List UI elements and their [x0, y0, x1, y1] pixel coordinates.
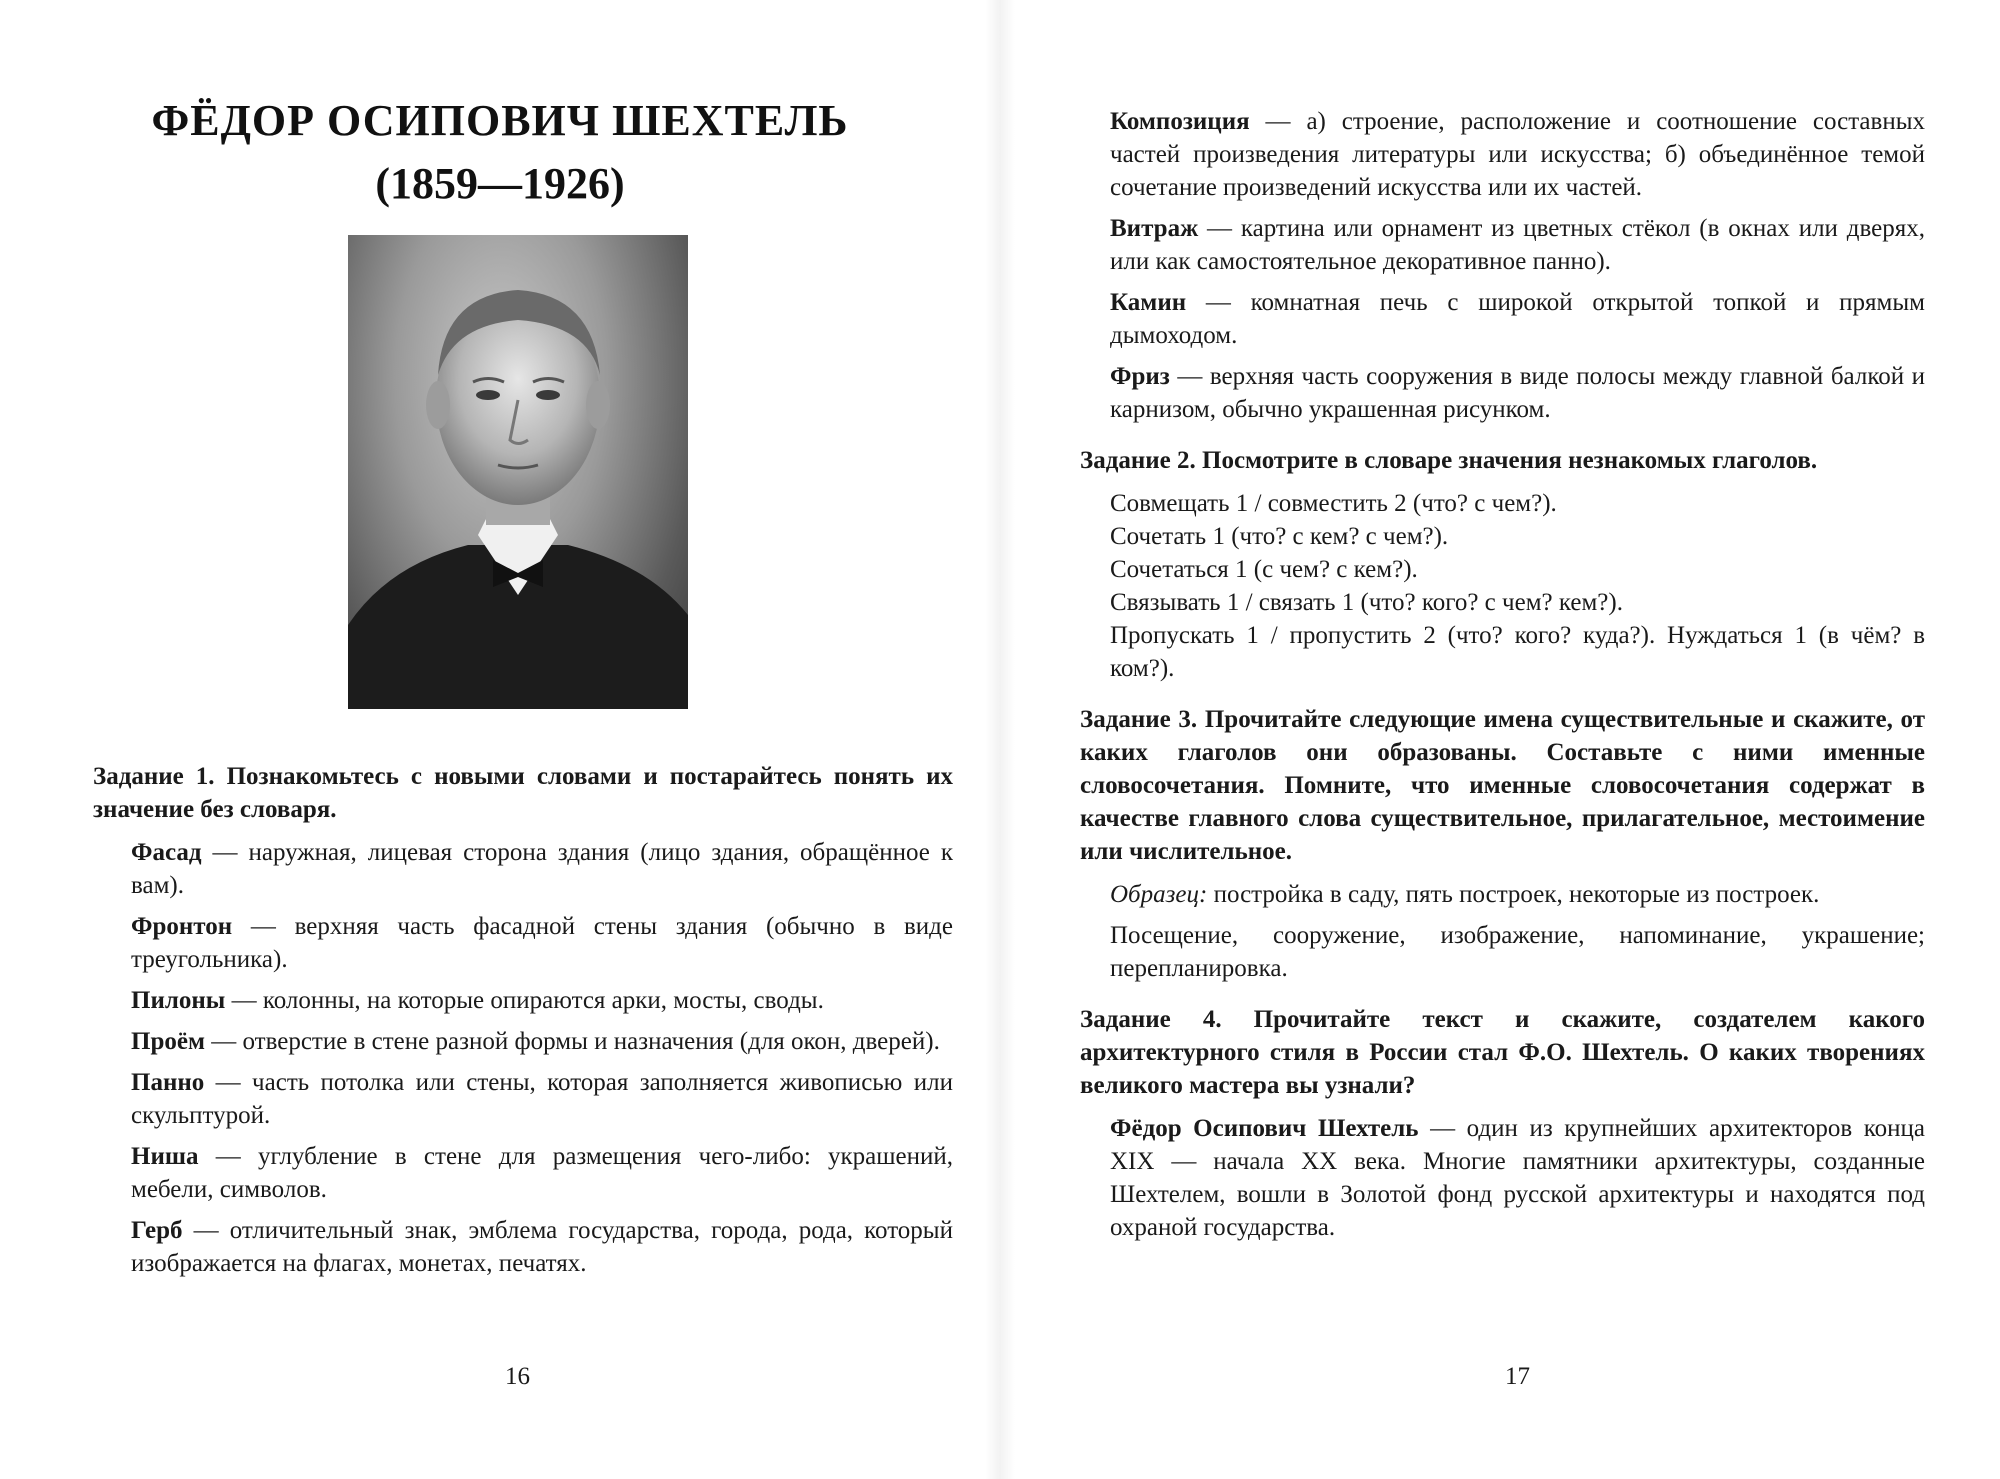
term: Герб: [131, 1217, 183, 1244]
page-subtitle-years: (1859—1926): [375, 159, 625, 208]
term: Проём: [131, 1028, 205, 1055]
right-page: [1000, 0, 2000, 1479]
term-entry: [131, 836, 953, 902]
sample-label: Образец:: [1110, 881, 1208, 908]
list-item: Совмещать 1 / совместить 2 (что? с чем?).: [1110, 490, 1557, 517]
task1-heading: Задание 1. Познакомьтесь с новыми словами и постарайтесь понять их значение без словаря.: [93, 763, 953, 823]
task4-heading: Задание 4. Прочитайте текст и скажите, создателем какого архитектурного стиля в России стал Ф.О. Шехтель. О каких творениях великого мастера вы узнали?: [1080, 1006, 1925, 1099]
definition: — комнатная печь с широкой открытой топкой и прямым дымоходом.: [1110, 289, 1925, 349]
term-entry: [131, 1066, 953, 1132]
term: Фронтон: [131, 913, 233, 940]
right-text-column: [1080, 105, 1925, 1244]
term: Ниша: [131, 1143, 199, 1170]
term-entry: [1110, 360, 1925, 426]
text-body: — один из крупнейших архитекторов конца XIX — начала XX века. Многие памятники архитектуры, созданные Шехтелем, вошли в Золотой фонд русской архитектуры и находятся под охраной государства.: [1110, 1115, 1925, 1241]
definition: — часть потолка или стены, которая заполняется живописью или скульптурой.: [131, 1069, 953, 1129]
list-item: Связывать 1 / связать 1 (что? кого? с чем? кем?).: [1110, 589, 1623, 616]
page-number: 16: [505, 1363, 530, 1390]
term-entry: [131, 984, 953, 1017]
task3-heading: Задание 3. Прочитайте следующие имена существительные и скажите, от каких глаголов они образованы. Составьте с ними именные словосочетания. Помните, что именные словосочетания содержат в качестве главного слова существительное, прилагательное, местоимение или числительное.: [1080, 706, 1925, 865]
term-entry: [131, 1214, 953, 1280]
page-number: 17: [1505, 1363, 1530, 1390]
definition: — колонны, на которые опираются арки, мосты, своды.: [225, 987, 824, 1014]
term-entry: [1110, 286, 1925, 352]
term-entry: [1110, 212, 1925, 278]
definition: — наружная, лицевая сторона здания (лицо здания, обращённое к вам).: [131, 839, 953, 899]
term-entry: [131, 910, 953, 976]
term: Композиция: [1110, 108, 1250, 135]
sample-text: постройка в саду, пять построек, некоторые из построек.: [1207, 881, 1820, 908]
sample-line: [1080, 878, 1925, 911]
definition: — отверстие в стене разной формы и назначения (для окон, дверей).: [204, 1028, 940, 1055]
term: Камин: [1110, 289, 1187, 316]
term: Фриз: [1110, 363, 1170, 390]
definition: — углубление в стене для размещения чего-либо: украшений, мебели, символов.: [131, 1143, 953, 1203]
definition: — картина или орнамент из цветных стёкол (в окнах или дверях, или как самостоятельное декоративное панно).: [1110, 215, 1925, 275]
definition: — отличительный знак, эмблема государства, города, рода, который изображается на флагах, монетах, печатях.: [131, 1217, 953, 1277]
left-text-column: [93, 760, 953, 1288]
verb-list: [1080, 487, 1925, 685]
term: Фасад: [131, 839, 202, 866]
list-item: Сочетаться 1 (с чем? с кем?).: [1110, 556, 1418, 583]
definition: — верхняя часть фасадной стены здания (обычно в виде треугольника).: [131, 913, 953, 973]
text-lead: Фёдор Осипович Шехтель: [1110, 1115, 1419, 1142]
portrait-photo: [348, 235, 688, 709]
reading-text: [1080, 1112, 1925, 1244]
list-item: Пропускать 1 / пропустить 2 (что? кого? куда?). Нуждаться 1 (в чём? в ком?).: [1110, 622, 1925, 682]
term: Витраж: [1110, 215, 1199, 242]
term: Панно: [131, 1069, 205, 1096]
definition: — а) строение, расположение и соотношение составных частей произведения литературы или искусства; б) объединённое темой сочетание произведений искусства или их частей.: [1110, 108, 1925, 201]
page-title: ФЁДОР ОСИПОВИЧ ШЕХТЕЛЬ: [151, 96, 849, 145]
term: Пилоны: [131, 987, 226, 1014]
term-entry: [1110, 105, 1925, 204]
list-item: Сочетать 1 (что? с кем? с чем?).: [1110, 523, 1449, 550]
task2-heading: Задание 2. Посмотрите в словаре значения незнакомых глаголов.: [1080, 447, 1818, 474]
definition: — верхняя часть сооружения в виде полосы между главной балкой и карнизом, обычно украшенная рисунком.: [1110, 363, 1925, 423]
noun-list: Посещение, сооружение, изображение, напоминание, украшение; перепланировка.: [1110, 922, 1925, 982]
term-entry: [131, 1140, 953, 1206]
term-entry: [131, 1025, 953, 1058]
